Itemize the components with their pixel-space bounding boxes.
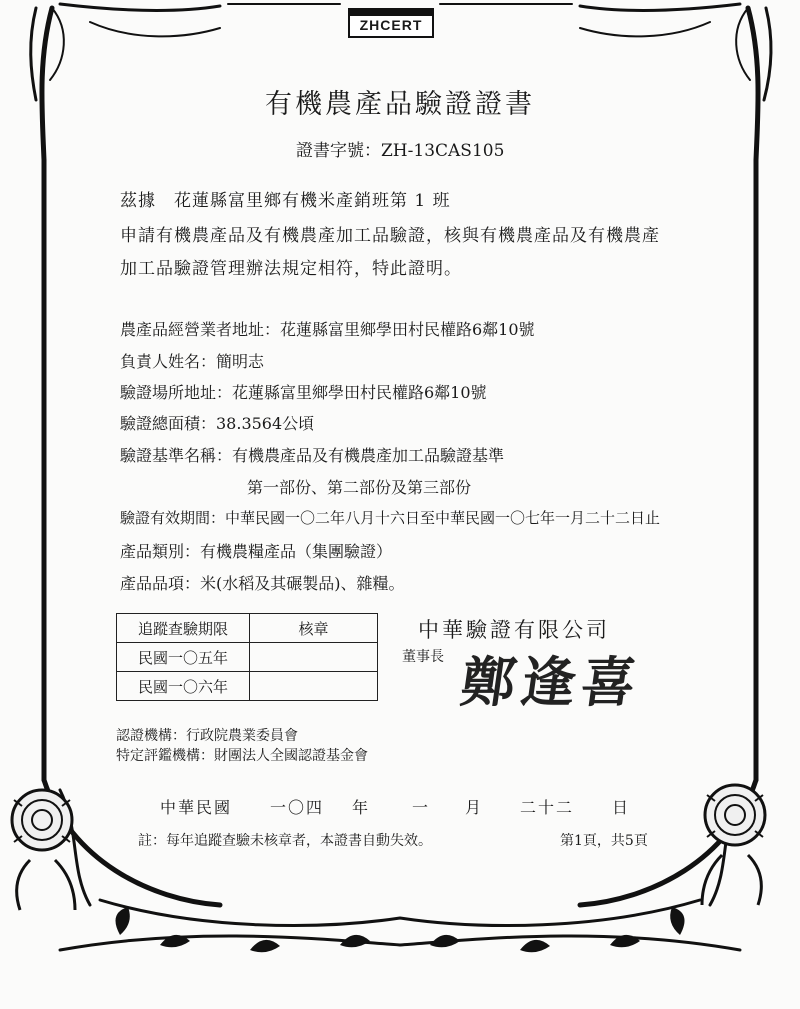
table-header-row [117, 614, 378, 643]
date-year-unit: 年 [352, 798, 369, 817]
row-year: 民國一〇六年 [117, 672, 250, 701]
header-deadline: 追蹤查驗期限 [117, 614, 250, 643]
certificate-number: 證書字號：ZH-13CAS105 [296, 141, 505, 161]
operator-address: 農產品經營業者地址：花蓮縣富里鄉學田村民權路6鄰10號 [120, 320, 535, 339]
page-indicator: 第1頁，共5頁 [560, 833, 648, 849]
date-era: 中華民國 [160, 798, 233, 817]
validity-period: 驗證有效期間：中華民國一〇二年八月十六日至中華民國一〇七年一月二十二日止 [120, 509, 661, 527]
footer-note: 註：每年追蹤查驗未核章者，本證書自動失效。 [138, 833, 432, 849]
row-stamp [250, 643, 378, 672]
table-row [117, 643, 378, 672]
standard-name: 驗證基準名稱：有機農產品及有機農產加工品驗證基準 [120, 446, 505, 465]
standard-parts: 第一部份、第二部份及第三部份 [247, 478, 472, 497]
tracking-inspection-table [116, 613, 378, 701]
product-items: 產品品項：米(水稻及其碾製品)、雜糧。 [120, 574, 405, 593]
product-category: 產品類別：有機農糧產品（集團驗證） [120, 542, 393, 561]
issuer-company: 中華驗證有限公司 [418, 618, 610, 642]
left-flower-ornament [12, 790, 75, 910]
date-month: 一 [412, 798, 429, 817]
intro-line-2: 申請有機農產品及有機農產加工品驗證，核與有機農產品及有機農產 [120, 226, 660, 246]
row-stamp [250, 672, 378, 701]
row-year: 民國一〇五年 [117, 643, 250, 672]
handwritten-signature: 鄭逢喜 [457, 650, 647, 714]
certificate-title: 有機農產品驗證證書 [265, 89, 535, 120]
zhcert-logo: ZHCERT [348, 8, 434, 38]
responsible-person: 負責人姓名：簡明志 [120, 352, 265, 371]
right-flower-ornament [702, 785, 765, 905]
date-day: 二十二 [520, 798, 575, 817]
intro-line-applicant: 茲據 花蓮縣富里鄉有機米產銷班第 1 班 [120, 191, 451, 211]
header-stamp: 核章 [250, 614, 378, 643]
accreditation-body: 認證機構：行政院農業委員會 [116, 728, 298, 744]
date-month-unit: 月 [465, 798, 482, 817]
site-address: 驗證場所地址：花蓮縣富里鄉學田村民權路6鄰10號 [120, 383, 487, 402]
date-year: 一〇四 [270, 798, 325, 817]
evaluation-body: 特定評鑑機構：財團法人全國認證基金會 [116, 748, 368, 764]
intro-line-3: 加工品驗證管理辦法規定相符，特此證明。 [120, 259, 462, 279]
date-day-unit: 日 [612, 798, 629, 817]
table-row [117, 672, 378, 701]
issuer-role: 董事長 [402, 649, 444, 665]
total-area: 驗證總面積：38.3564公頃 [120, 414, 315, 433]
